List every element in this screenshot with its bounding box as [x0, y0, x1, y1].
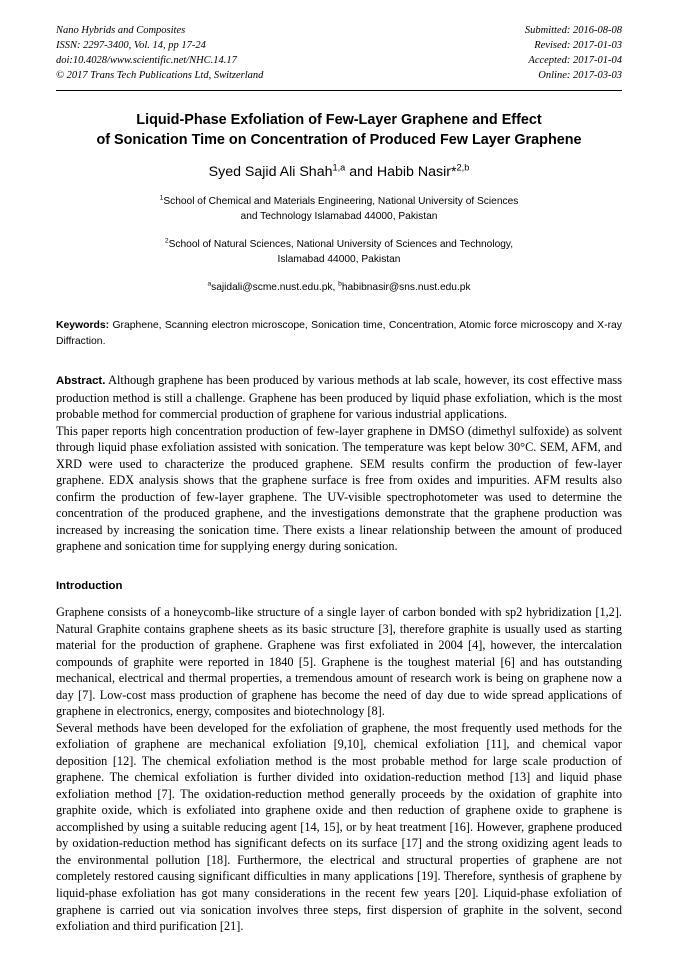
affiliation-1-line-2: and Technology Islamabad 44000, Pakistan: [240, 210, 438, 222]
affiliation-2-line-2: Islamabad 44000, Pakistan: [277, 254, 401, 266]
header-divider: [56, 90, 622, 91]
keywords-section: [56, 318, 622, 350]
author-1-affil-marker: 1,a: [332, 161, 346, 172]
abstract-section: [56, 372, 622, 555]
author-2-name: Habib Nasir*: [376, 163, 457, 180]
affiliation-1-line-1: School of Chemical and Materials Engineering, National University of Sciences: [163, 195, 519, 207]
journal-issn-volume: ISSN: 2297-3400, Vol. 14, pp 17-24: [56, 39, 206, 51]
journal-copyright: © 2017 Trans Tech Publications Ltd, Switzerland: [56, 69, 264, 81]
author-list: [56, 161, 622, 180]
journal-info: [56, 24, 263, 84]
keywords-label: Keywords:: [56, 319, 110, 331]
date-revised: Revised: 2017-01-03: [534, 39, 622, 51]
author-2-affil-marker: 2,b: [456, 161, 470, 172]
keywords-text: Graphene, Scanning electron microscope, Sonication time, Concentration, Atomic force microscopy and X-ray Diffraction.: [56, 319, 622, 347]
email-2-marker: b: [338, 280, 342, 288]
affiliation-1-marker: 1: [159, 194, 164, 202]
author-conjunction: and: [345, 163, 377, 180]
abstract-paragraph-1: [56, 372, 622, 422]
affiliation-1: [56, 194, 622, 225]
introduction-paragraph-2: Several methods have been developed for the exfoliation of graphene, the most frequently used methods for the exfoliation of graphene are mechanical exfoliation [9,10], chemical exfoliation [11], and chemical vapor deposition [12]. The chemical exfoliation method is the most probable method for large scale production of graphene. The chemical exfoliation is further divided into oxidation-reduction method [13] and liquid phase exfoliation method [7]. The oxidation-reduction method generally proceeds by the oxidation of graphite into graphite oxide, which is exfoliated into graphene oxide and then reduction of graphene oxide to graphene is accomplished by using a suitable reducing agent [14, 15], or by heat treatment [16]. However, graphene produced by oxidation-reduction method has significant defects on its surface [17] and the strong oxidizing agent leads to the environmental pollution [18]. Furthermore, the electrical and structural properties of graphene are not completely restored causing significant difficulties in many applications [19]. Therefore, synthesis of graphene by liquid-phase exfoliation has got many considerations in the recent few years [20]. Liquid-phase exfoliation of graphene is carried out via sonication involves three steps, first dispersion of graphite in the solvent, second exfoliation and third purification [21].: [56, 720, 622, 934]
introduction-heading: Introduction: [56, 579, 123, 592]
date-online: Online: 2017-03-03: [538, 69, 622, 81]
submission-dates: [525, 24, 622, 84]
affiliation-2-line-1: School of Natural Sciences, National University of Sciences and Technology,: [168, 239, 514, 251]
introduction-paragraph-1: Graphene consists of a honeycomb-like structure of a single layer of carbon bonded with sp2 hybridization [1,2]. Natural Graphite contains graphene sheets as its basic structure [3], therefore graphite is usually used as starting material for the production of graphene. Graphene was first exfoliated in 2004 [4], however, the intercalation compounds of graphite were reported in 1840 [5]. Graphene is the toughest material [6] and has outstanding mechanical, electrical and thermal properties, a tremendous amount of research work is being on graphene now a day [7]. Low-cost mass production of graphene has become the need of day due to wide spread applications of graphene in electronics, energy, composites and biotechnology [8].: [56, 604, 622, 719]
date-accepted: Accepted: 2017-01-04: [528, 54, 622, 66]
journal-doi: doi:10.4028/www.scientific.net/NHC.14.17: [56, 54, 237, 66]
date-submitted: Submitted: 2016-08-08: [524, 25, 622, 36]
abstract-text-1: Although graphene has been produced by various methods at lab scale, however, its cost effective mass production method is still a challenge. Graphene has been produced by liquid phase exfoliation, which is the most probable method for commercial production of graphene for various industrial applications.: [56, 373, 622, 422]
email-1: sajidali@scme.nust.edu.pk,: [211, 281, 339, 293]
affiliation-2-marker: 2: [164, 237, 169, 245]
author-1-name: Syed Sajid Ali Shah: [208, 163, 333, 180]
introduction-body: [56, 604, 622, 935]
journal-name: Nano Hybrids and Composites: [56, 25, 186, 36]
page-title: [56, 110, 622, 151]
affiliation-2: [56, 237, 622, 268]
abstract-label: Abstract.: [56, 375, 106, 388]
email-1-marker: a: [207, 280, 212, 288]
title-line-2: of Sonication Time on Concentration of Produced Few Layer Graphene: [96, 132, 582, 149]
email-2: habibnasir@sns.nust.edu.pk: [341, 281, 471, 293]
author-emails: [56, 282, 622, 293]
abstract-paragraph-2: This paper reports high concentration production of few-layer graphene in DMSO (dimethyl sulfoxide) as solvent through liquid phase exfoliation assisted with sonication. The temperature was kept below 30°C. SEM, AFM, and XRD were used to characterize the produced graphene. SEM results confirm the production of few-layer graphene. EDX analysis shows that the graphene surface is free from oxides and impurities. AFM results also confirm the production of few-layer graphene. The UV-visible spectrophotometer was used to determine the concentration of the produced graphene, and the investigations demonstrate that the graphene production was increased by increasing the sonication time. There exists a linear relationship between the amount of produced graphene and sonication time for supplying energy during sonication.: [56, 423, 622, 554]
page-header: [56, 24, 622, 84]
title-line-1: Liquid-Phase Exfoliation of Few-Layer Graphene and Effect: [136, 111, 542, 128]
